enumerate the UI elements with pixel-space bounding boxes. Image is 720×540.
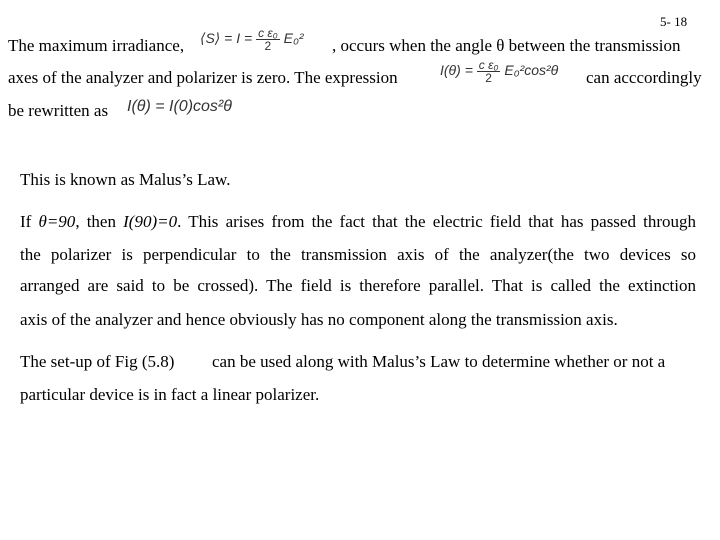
intro-line2-end: can acccordingly — [586, 68, 702, 87]
eq2-rhs: E₀²cos²θ — [504, 62, 559, 79]
eq2-denominator: 2 — [485, 71, 492, 85]
intro-line2-start: axes of the analyzer and polarizer is zero. The expression — [8, 68, 398, 87]
paragraph-line4: axis of the analyzer and hence obviously has no component along the transmission axis. — [20, 310, 618, 329]
equation-malus-law: I(θ) = I(0)cos²θ — [127, 98, 232, 115]
para-theta-value: θ=90 — [38, 212, 76, 231]
paragraph-line1 — [20, 212, 696, 232]
para-then-text: , then — [75, 212, 124, 231]
intro-line3-start: be rewritten as — [8, 101, 109, 120]
eq1-numerator: c ε₀ — [258, 26, 278, 40]
intro-line1-start: The maximum irradiance, — [8, 36, 185, 55]
para-line1-rest: . This arises from the fact that the electric field that has passed through — [177, 212, 696, 231]
equation-max-irradiance — [200, 27, 304, 52]
intro-line1-end: , occurs when the angle θ between the transmission — [332, 36, 681, 55]
eq2-fraction — [477, 59, 501, 84]
setup-line2: particular device is in fact a linear polarizer. — [20, 385, 320, 404]
eq1-lhs: ⟨S⟩ = I = — [200, 30, 253, 47]
equation-irradiance-theta — [440, 59, 558, 84]
setup-line1-end: can be used along with Malus’s Law to determine whether or not a — [212, 352, 666, 371]
slide-number: 5- 18 — [660, 14, 688, 29]
eq2-numerator: c ε₀ — [478, 58, 499, 72]
paragraph-line2: the polarizer is perpendicular to the transmission axis of the analyzer(the two devices so — [20, 245, 696, 264]
malus-law-statement: This is known as Malus’s Law. — [20, 170, 231, 189]
eq2-lhs: I(θ) = — [440, 62, 473, 79]
eq1-denominator: 2 — [264, 39, 272, 53]
eq1-fraction — [256, 27, 280, 52]
setup-line1-start: The set-up of Fig (5.8) — [20, 352, 175, 371]
para-irradiance-value: I(90)=0 — [123, 212, 178, 231]
paragraph-line3: arranged are said to be crossed). The field is therefore parallel. That is called the extinction — [20, 276, 696, 295]
eq1-rhs: E₀² — [283, 30, 304, 47]
para-if-text: If — [20, 212, 39, 231]
